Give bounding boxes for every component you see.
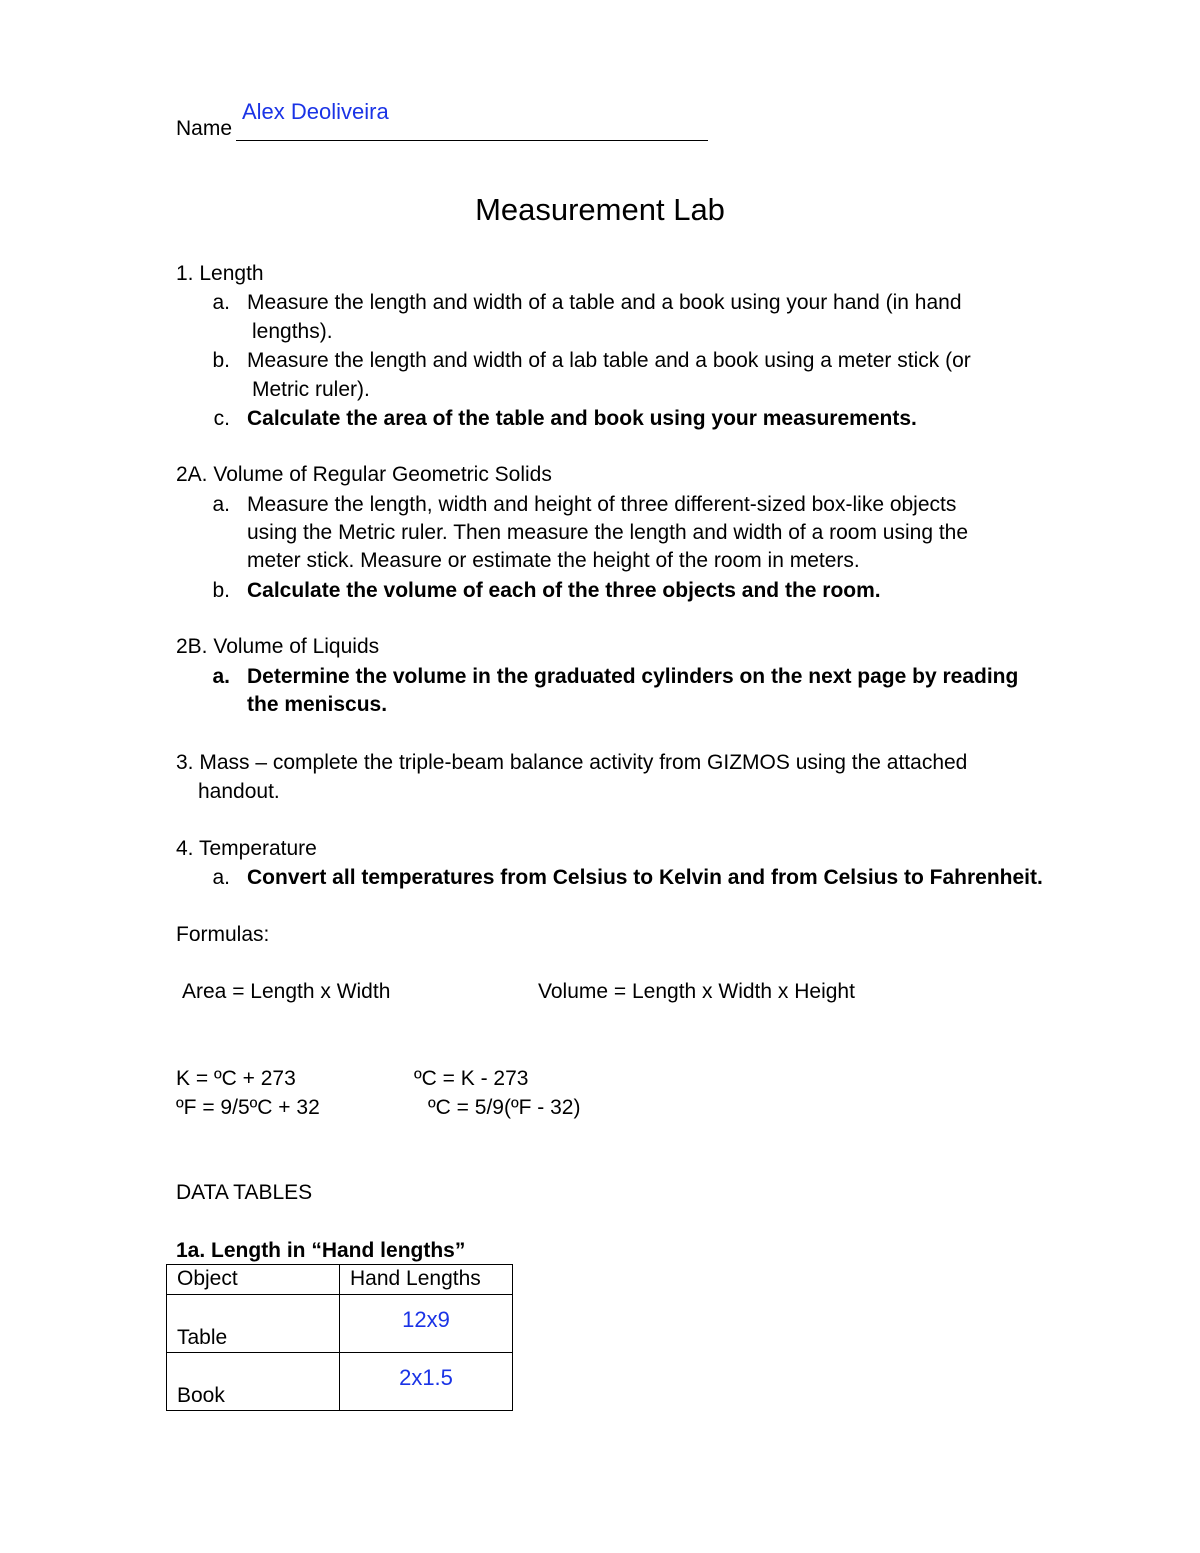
section-3-line2: handout.: [198, 780, 280, 803]
section-4-a-line1: Convert all temperatures from Celsius to Kelvin and from Celsius to Fahrenheit.: [247, 866, 1043, 889]
section-2a-b-label: b.: [212, 579, 230, 602]
section-1-b-line2: Metric ruler).: [252, 378, 370, 401]
section-2b-a-line2: the meniscus.: [247, 693, 388, 716]
section-2a-a-line1: Measure the length, width and height of three different-sized box-like objects: [247, 493, 957, 516]
cell-object: [167, 1295, 340, 1353]
cell-hand-lengths-value[interactable]: 12x9: [402, 1307, 450, 1332]
section-1-a-line2: lengths).: [252, 320, 333, 343]
cell-object-label: Table: [177, 1326, 228, 1349]
section-1-b-line1: Measure the length and width of a lab table and a book using a meter stick (or: [247, 349, 971, 372]
name-field[interactable]: Alex Deoliveira: [242, 99, 389, 124]
table-1a: [166, 1264, 513, 1411]
cell-hand-lengths-value[interactable]: 2x1.5: [399, 1365, 453, 1390]
formula-k-from-c: K = ºC + 273: [176, 1067, 296, 1090]
section-2a-a-line2: using the Metric ruler. Then measure the length and width of a room using the: [247, 521, 969, 544]
column-header-object-label: Object: [177, 1267, 238, 1290]
section-2a-heading: 2A. Volume of Regular Geometric Solids: [176, 463, 552, 486]
section-2b-a-label: a.: [212, 665, 230, 688]
data-tables-heading: DATA TABLES: [176, 1181, 313, 1204]
cell-object: [167, 1353, 340, 1411]
page-title: Measurement Lab: [475, 192, 725, 227]
section-2a-a-label: a.: [212, 493, 230, 516]
section-2b-heading: 2B. Volume of Liquids: [176, 635, 380, 658]
column-header-object: [167, 1265, 340, 1295]
table-row: [167, 1353, 513, 1411]
formula-volume: Volume = Length x Width x Height: [538, 980, 855, 1003]
cell-object-label: Book: [177, 1384, 225, 1407]
section-3-line1: 3. Mass – complete the triple-beam balance activity from GIZMOS using the attached: [176, 751, 968, 774]
column-header-hand-lengths-label: Hand Lengths: [350, 1267, 481, 1290]
section-4-a-label: a.: [212, 866, 230, 889]
table-row: [167, 1295, 513, 1353]
section-1-a-line1: Measure the length and width of a table and a book using your hand (in hand: [247, 291, 962, 314]
formula-area: Area = Length x Width: [182, 980, 391, 1003]
cell-hand-lengths[interactable]: [340, 1295, 513, 1353]
formula-f-from-c: ºF = 9/5ºC + 32: [176, 1096, 320, 1119]
formulas-heading: Formulas:: [176, 923, 270, 946]
section-4-heading: 4. Temperature: [176, 837, 317, 860]
name-label: Name: [176, 117, 233, 140]
section-1-b-label: b.: [212, 349, 230, 372]
name-underline: [236, 140, 708, 141]
cell-hand-lengths[interactable]: [340, 1353, 513, 1411]
section-2a-b-line1: Calculate the volume of each of the three objects and the room.: [247, 579, 881, 602]
formula-c-from-k: ºC = K - 273: [414, 1067, 529, 1090]
table-header-row: [167, 1265, 513, 1295]
section-1-c-label: c.: [213, 407, 230, 430]
table-1a-caption: 1a. Length in “Hand lengths”: [176, 1239, 466, 1262]
column-header-hand-lengths: [340, 1265, 513, 1295]
section-1-heading: 1. Length: [176, 262, 264, 285]
section-1-a-label: a.: [212, 291, 230, 314]
section-1-c-line1: Calculate the area of the table and book using your measurements.: [247, 407, 917, 430]
formula-c-from-f: ºC = 5/9(ºF - 32): [428, 1096, 581, 1119]
section-2a-a-line3: meter stick. Measure or estimate the height of the room in meters.: [247, 549, 860, 572]
section-2b-a-line1: Determine the volume in the graduated cylinders on the next page by reading: [247, 665, 1019, 688]
